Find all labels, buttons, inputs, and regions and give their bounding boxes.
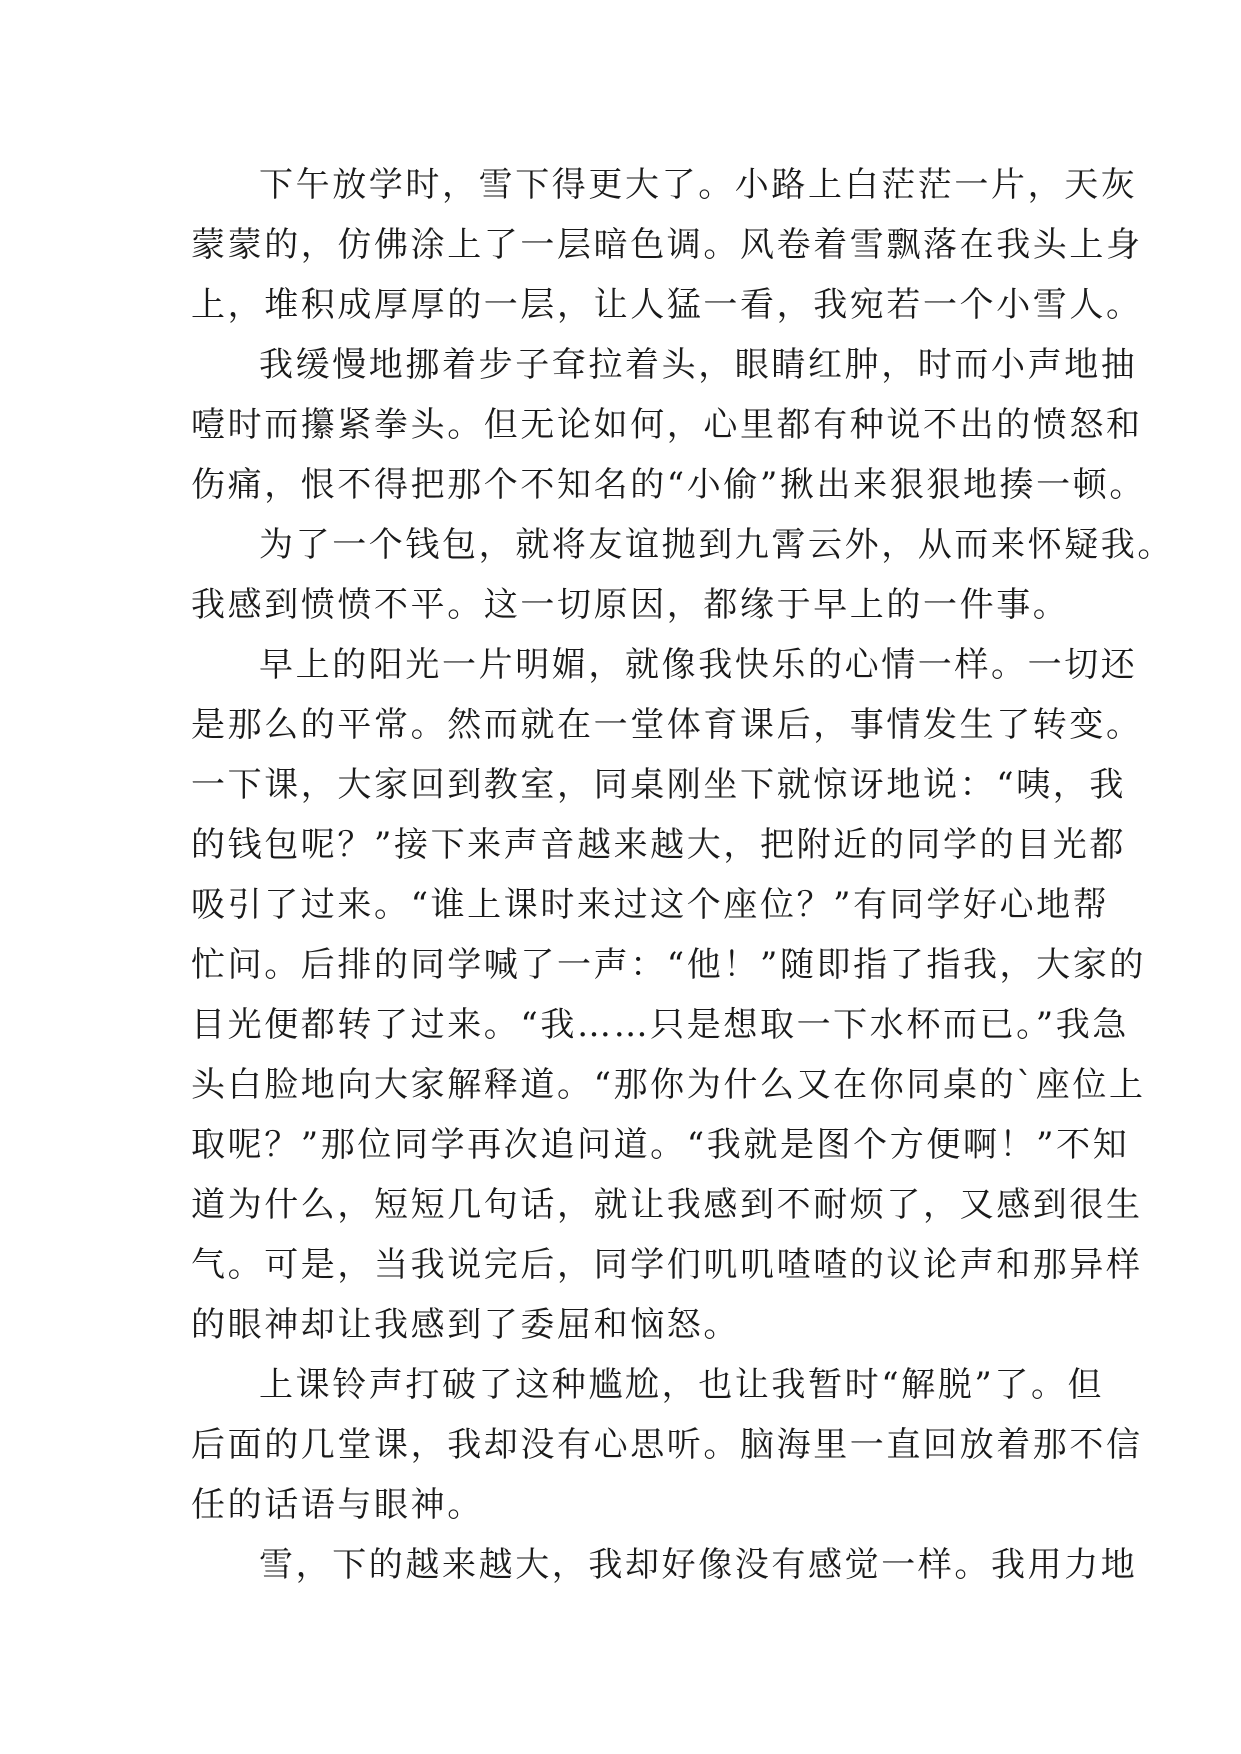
text-line: 目光便都转了过来。“我……只是想取一下水杯而已。”我急 — [191, 1005, 1129, 1045]
text-line: 是那么的平常。然而就在一堂体育课后，事情发生了转变。 — [191, 705, 1143, 745]
text-line: 道为什么，短短几句话，就让我感到不耐烦了，又感到很生 — [191, 1185, 1143, 1225]
text-line: 上课铃声打破了这种尴尬，也让我暂时“解脱”了。但 — [259, 1365, 1105, 1405]
text-line: 伤痛，恨不得把那个不知名的“小偷”揪出来狠狠地揍一顿。 — [191, 465, 1146, 505]
text-line: 雪，下的越来越大，我却好像没有感觉一样。我用力地 — [259, 1545, 1138, 1585]
text-line: 吸引了过来。“谁上课时来过这个座位？”有同学好心地帮 — [191, 885, 1110, 925]
text-line: 后面的几堂课，我却没有心思听。脑海里一直回放着那不信 — [191, 1425, 1143, 1465]
text-line: 取呢？”那位同学再次追问道。“我就是图个方便啊！”不知 — [191, 1125, 1130, 1165]
text-line: 噎时而攥紧拳头。但无论如何，心里都有种说不出的愤怒和 — [191, 405, 1143, 445]
text-line: 一下课，大家回到教室，同桌刚坐下就惊讶地说：“咦，我 — [191, 765, 1126, 805]
text-line: 忙问。后排的同学喊了一声：“他！”随即指了指我，大家的 — [191, 945, 1146, 985]
text-line: 早上的阳光一片明媚，就像我快乐的心情一样。一切还 — [259, 645, 1138, 685]
text-line: 上，堆积成厚厚的一层，让人猛一看，我宛若一个小雪人。 — [191, 285, 1143, 325]
text-line: 为了一个钱包，就将友谊抛到九霄云外，从而来怀疑我。 — [259, 525, 1174, 565]
text-line: 的钱包呢？”接下来声音越来越大，把附近的同学的目光都 — [191, 825, 1126, 865]
text-line: 任的话语与眼神。 — [191, 1485, 484, 1525]
text-line: 气。可是，当我说完后，同学们叽叽喳喳的议论声和那异样 — [191, 1245, 1143, 1285]
text-line: 下午放学时，雪下得更大了。小路上白茫茫一片，天灰 — [259, 165, 1138, 205]
text-line: 的眼神却让我感到了委屈和恼怒。 — [191, 1305, 740, 1345]
text-line: 蒙蒙的，仿佛涂上了一层暗色调。风卷着雪飘落在我头上身 — [191, 225, 1143, 265]
body-text — [191, 155, 1174, 1595]
text-line: 我缓慢地挪着步子耷拉着头，眼睛红肿，时而小声地抽 — [259, 345, 1138, 385]
text-line: 我感到愤愤不平。这一切原因，都缘于早上的一件事。 — [191, 585, 1070, 625]
text-line: 头白脸地向大家解释道。“那你为什么又在你同桌的`座位上 — [191, 1065, 1146, 1105]
